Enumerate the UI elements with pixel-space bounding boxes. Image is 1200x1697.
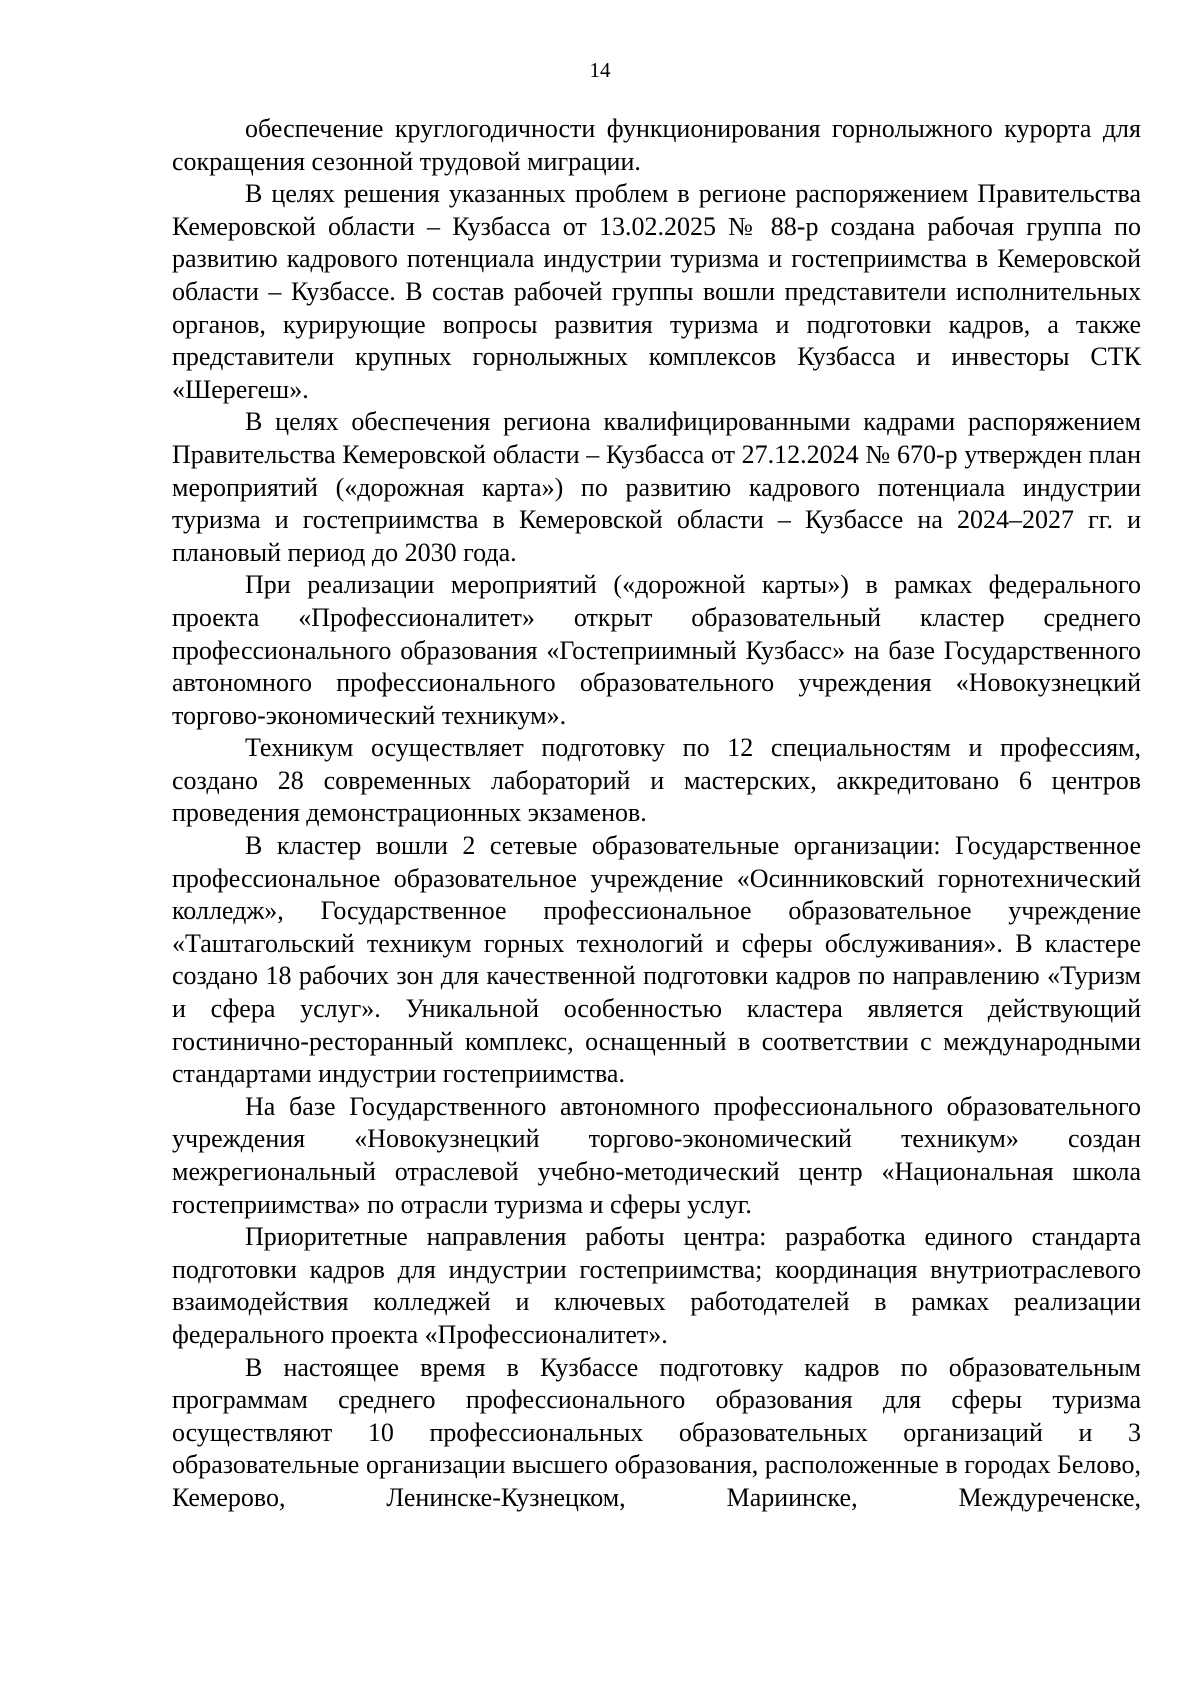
- paragraph-technikum-training: Техникум осуществляет подготовку по 12 специальностям и профессиям, создано 28 современных лабораторий и мастерских, аккредитовано 6 центров проведения демонстрационных экзаменов.: [172, 733, 1141, 828]
- paragraph-hospitality-school: На базе Государственного автономного профессионального образовательного учреждения «Новокузнецкий торгово-экономический техникум» создан межрегиональный отраслевой учебно-методический центр «Национальная школа гостеприимства» по отрасли туризма и сферы услуг.: [172, 1091, 1141, 1219]
- paragraph-current-training: В настоящее время в Кузбассе подготовку кадров по образовательным программам среднего профессионального образования для сферы туризма осуществляют 10 профессиональных образовательных организаций и 3 образовательные организации высшего образования, расположенные в городах Белово, Кемерово, Ленинске-Кузнецком, Мариинске, Междуреченске,: [172, 1352, 1141, 1512]
- page-number: 14: [589, 58, 611, 82]
- paragraph-road-map: В целях обеспечения региона квалифицированными кадрами распоряжением Правительства Кемеровской области – Кузбасса от 27.12.2024 № 670-р утвержден план мероприятий («дорожная карта») по развитию кадрового потенциала индустрии туризма и гостеприимства в Кемеровской области – Кузбассе на 2024–2027 гг. и плановый период до 2030 года.: [172, 407, 1141, 567]
- paragraph-center-priorities: Приоритетные направления работы центра: разработка единого стандарта подготовки кадров для индустрии гостеприимства; координация внутриотраслевого взаимодействия колледжей и ключевых работодателей в рамках реализации федерального проекта «Профессионалитет».: [172, 1222, 1141, 1349]
- paragraph-continuation: обеспечение круглогодичности функционирования горнолыжного курорта для сокращения сезонной трудовой миграции.: [172, 114, 1141, 176]
- paragraph-working-group: В целях решения указанных проблем в регионе распоряжением Правительства Кемеровской области – Кузбасса от 13.02.2025 № 88-р создана рабочая группа по развитию кадрового потенциала индустрии туризма и гостеприимства в Кемеровской области – Кузбассе. В состав рабочей группы вошли представители исполнительных органов, курирующие вопросы развития туризма и подготовки кадров, а также представители крупных горнолыжных комплексов Кузбасса и инвесторы СТК «Шерегеш».: [172, 179, 1141, 404]
- paragraph-cluster-members: В кластер вошли 2 сетевые образовательные организации: Государственное профессиональное образовательное учреждение «Осинниковский горнотехнический колледж», Государственное профессиональное образовательное учреждение «Таштагольский техникум горных технологий и сферы обслуживания». В кластере создано 18 рабочих зон для качественной подготовки кадров по направлению «Туризм и сфера услуг». Уникальной особенностью кластера является действующий гостинично-ресторанный комплекс, оснащенный в соответствии с международными стандартами индустрии гостеприимства.: [172, 831, 1141, 1089]
- paragraph-cluster-opening: При реализации мероприятий («дорожной карты») в рамках федерального проекта «Профессионалитет» открыт образовательный кластер среднего профессионального образования «Гостеприимный Кузбасс» на базе Государственного автономного профессионального образовательного учреждения «Новокузнецкий торгово-экономический техникум».: [172, 570, 1141, 730]
- document-body: [172, 113, 1141, 1515]
